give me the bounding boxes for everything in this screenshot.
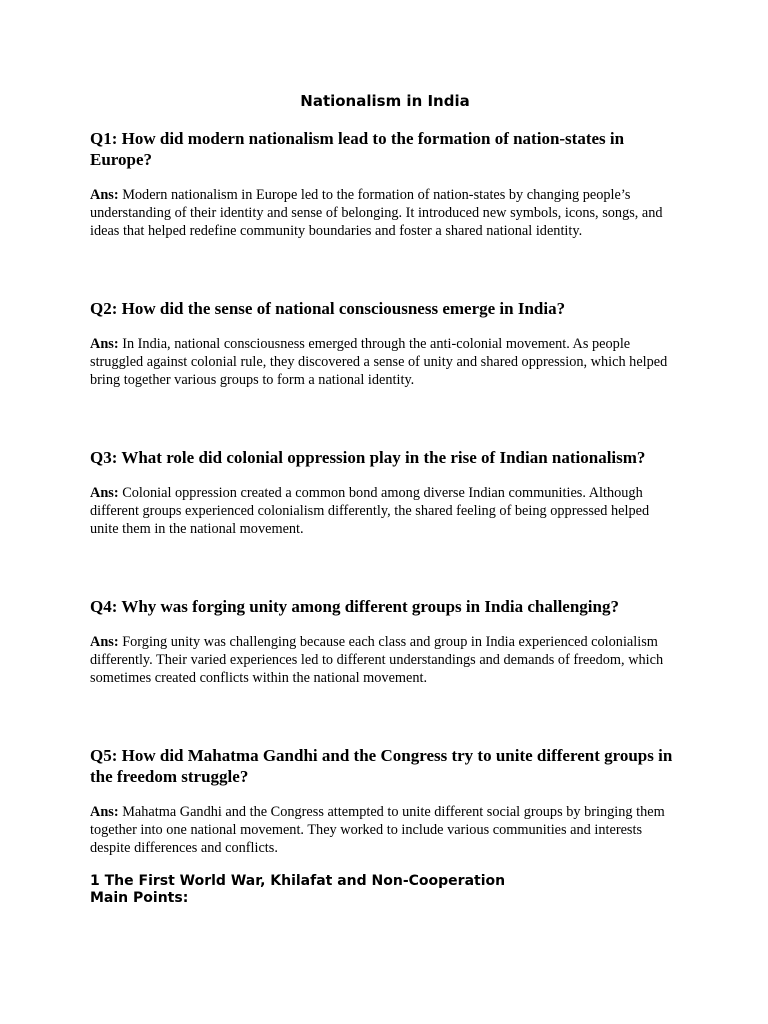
question-1: Q1: How did modern nationalism lead to the formation of nation-states in Europe?	[90, 129, 625, 169]
answer-label: Ans:	[90, 187, 119, 203]
answer-label: Ans:	[90, 336, 119, 352]
answer-label: Ans:	[90, 804, 119, 820]
document-page	[90, 92, 680, 907]
answer-1	[90, 186, 680, 240]
answer-text: Mahatma Gandhi and the Congress attempted to unite different social groups by bringing them together into one national movement. They worked to include various communities and interests despite differences and conflicts.	[90, 804, 665, 856]
qa-item-5	[90, 745, 680, 857]
answer-2	[90, 335, 680, 389]
answer-4	[90, 633, 680, 687]
qa-item-1	[90, 128, 680, 240]
answer-3	[90, 484, 680, 538]
qa-item-3	[90, 447, 680, 538]
answer-label: Ans:	[90, 634, 119, 650]
answer-text: Modern nationalism in Europe led to the formation of nation-states by changing people’s understanding of their identity and sense of belonging. It introduced new symbols, icons, songs, and ideas that helped redefine community boundaries and foster a shared national identity.	[90, 187, 663, 239]
document-title: Nationalism in India	[300, 92, 470, 110]
question-2: Q2: How did the sense of national consciousness emerge in India?	[90, 299, 566, 318]
answer-text: In India, national consciousness emerged through the anti-colonial movement. As people struggled against colonial rule, they discovered a sense of unity and shared oppression, which helped bring together various groups to form a national identity.	[90, 336, 668, 388]
qa-item-2	[90, 298, 680, 389]
question-4: Q4: Why was forging unity among different groups in India challenging?	[90, 597, 619, 616]
section-subheading: Main Points:	[90, 890, 189, 906]
answer-label: Ans:	[90, 485, 119, 501]
section-block	[90, 873, 680, 907]
question-5: Q5: How did Mahatma Gandhi and the Congress try to unite different groups in the freedom struggle?	[90, 746, 673, 786]
answer-text: Forging unity was challenging because each class and group in India experienced colonialism differently. Their varied experiences led to different understandings and demands of freedom, which sometimes created conflicts within the national movement.	[90, 634, 664, 686]
answer-5	[90, 803, 680, 857]
answer-text: Colonial oppression created a common bond among diverse Indian communities. Although different groups experienced colonialism differently, the shared feeling of being oppressed helped unite them in the national movement.	[90, 485, 650, 537]
question-3: Q3: What role did colonial oppression play in the rise of Indian nationalism?	[90, 448, 646, 467]
section-heading: 1 The First World War, Khilafat and Non-Cooperation	[90, 873, 506, 889]
qa-item-4	[90, 596, 680, 687]
